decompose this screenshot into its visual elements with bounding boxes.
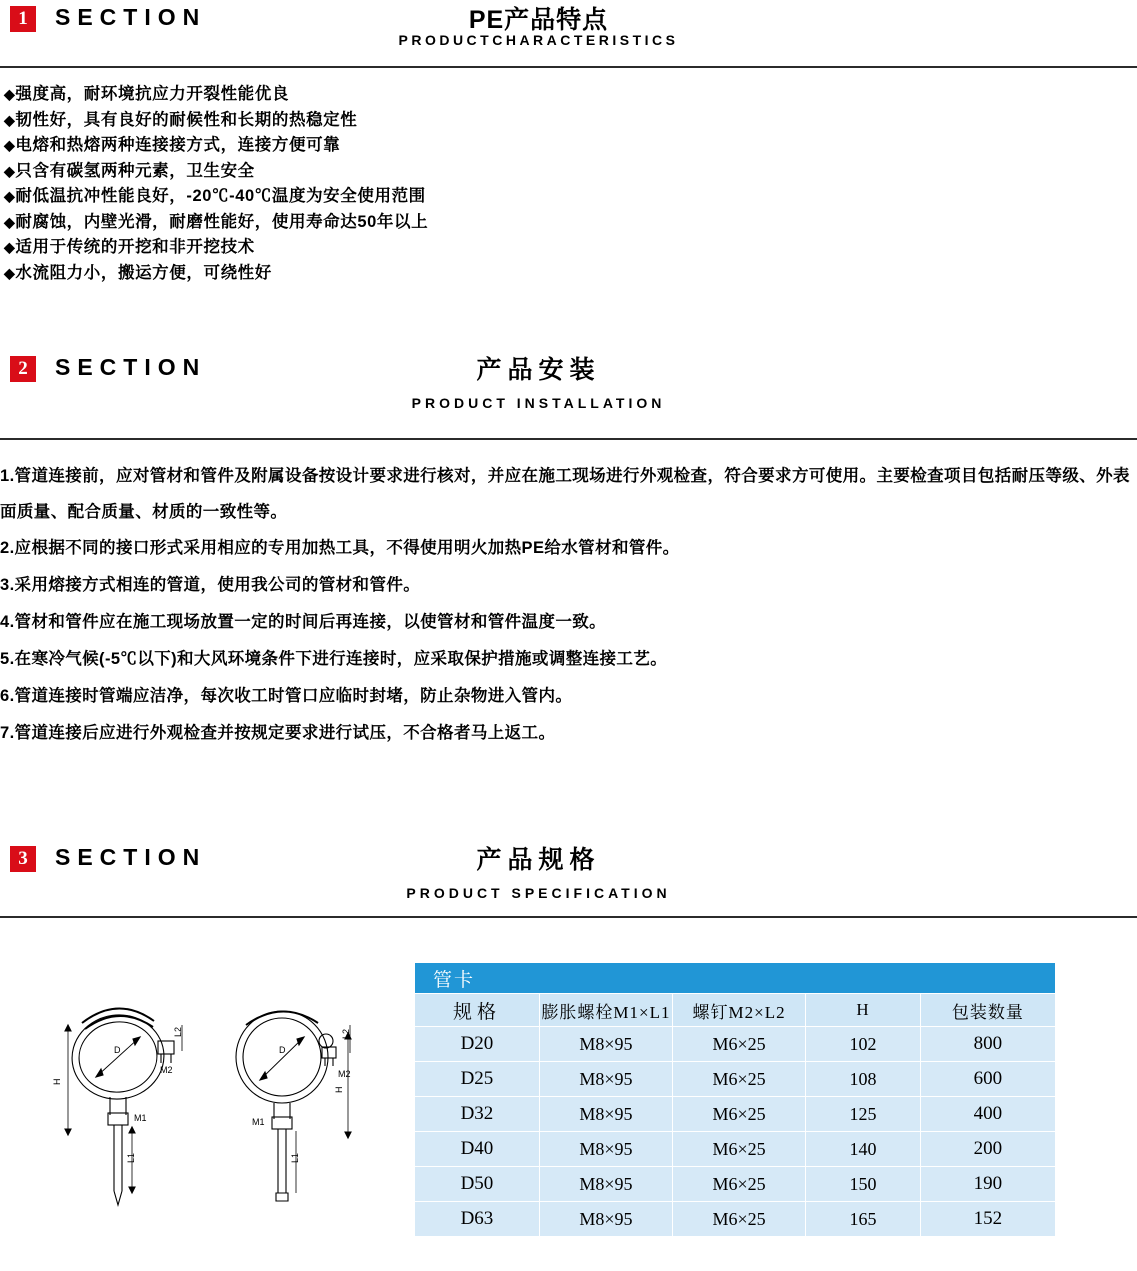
table-row	[415, 1062, 1056, 1097]
section-divider-3	[0, 916, 1137, 918]
cell-h: 150	[806, 1167, 921, 1202]
cell-screw: M6×25	[673, 1062, 806, 1097]
list-item	[4, 82, 428, 108]
cell-spec: D25	[415, 1062, 540, 1097]
installation-step: 1.管道连接前，应对管材和管件及附属设备按设计要求进行核对，并应在施工现场进行外观检查，符合要求方可使用。主要检查项目包括耐压等级、外表面质量、配合质量、材质的一致性等。	[0, 467, 1130, 521]
cell-screw: M6×25	[673, 1097, 806, 1132]
cell-bolt: M8×95	[539, 1027, 672, 1062]
feature-text: 耐腐蚀，内壁光滑，耐磨性能好，使用寿命达50年以上	[15, 212, 429, 231]
diamond-bullet-icon: ◆	[4, 137, 16, 153]
diamond-bullet-icon: ◆	[4, 111, 16, 128]
installation-step: 3.采用熔接方式相连的管道，使用我公司的管材和管件。	[0, 576, 421, 594]
table-row	[415, 1202, 1056, 1237]
cell-screw: M6×25	[673, 1202, 806, 1237]
section-word-1: SECTION	[55, 4, 207, 30]
table-row	[415, 1132, 1056, 1167]
pipe-clamp-technical-drawing	[30, 985, 400, 1245]
list-item	[4, 261, 428, 287]
section-product-characteristics	[0, 0, 1137, 282]
section-badge-2: 2	[10, 356, 36, 382]
table-row	[415, 1167, 1056, 1202]
section-title-cn-1: PE产品特点	[468, 6, 609, 34]
section-word-2: SECTION	[55, 354, 207, 380]
feature-text: 强度高，耐环境抗应力开裂性能优良	[15, 85, 289, 103]
section-badge-1: 1	[10, 6, 36, 32]
table-header-row	[415, 994, 1056, 1027]
table-row	[415, 1027, 1056, 1062]
drawing-label-l1: L1	[126, 1152, 136, 1163]
section-header	[0, 348, 1137, 411]
cell-bolt: M8×95	[539, 1132, 672, 1167]
cell-bolt: M8×95	[539, 1097, 672, 1132]
list-item	[4, 108, 428, 134]
feature-list	[4, 82, 428, 286]
diamond-bullet-icon: ◆	[4, 264, 16, 281]
drawing-label-m1: M1	[134, 1113, 147, 1123]
section-header	[0, 838, 1137, 901]
section-header	[0, 0, 1137, 58]
drawing-label-l2-2: L2	[341, 1028, 351, 1039]
diamond-bullet-icon: ◆	[4, 188, 16, 204]
drawing-label-m2-2: M2	[338, 1069, 351, 1079]
cell-spec: D50	[415, 1167, 540, 1202]
feature-text: 只含有碳氢两种元素，卫生安全	[15, 161, 255, 180]
installation-step: 5.在寒冷气候(-5℃以下)和大风环境条件下进行连接时，应采取保护措施或调整连接工艺。	[0, 650, 668, 668]
section-word-3: SECTION	[55, 844, 207, 870]
column-header-spec: 规格	[415, 994, 540, 1027]
drawing-label-l2: L2	[173, 1026, 183, 1037]
section-title-cn-2: 产品安装	[476, 356, 601, 384]
diamond-bullet-icon: ◆	[4, 162, 16, 179]
drawing-label-h: H	[52, 1078, 62, 1085]
cell-h: 140	[806, 1132, 921, 1167]
diamond-bullet-icon: ◆	[4, 86, 16, 102]
section-title-en-3: PRODUCT SPECIFICATION	[406, 885, 671, 901]
installation-step: 7.管道连接后应进行外观检查并按规定要求进行试压，不合格者马上返工。	[0, 724, 556, 742]
installation-step: 2.应根据不同的接口形式采用相应的专用加热工具，不得使用明火加热PE给水管材和管件。	[0, 539, 680, 557]
cell-qty: 600	[920, 1062, 1055, 1097]
cell-qty: 200	[920, 1132, 1055, 1167]
feature-text: 电熔和热熔两种连接接方式，连接方便可靠	[15, 136, 341, 154]
feature-text: 耐低温抗冲性能良好，-20℃-40℃温度为安全使用范围	[15, 187, 426, 205]
drawing-label-d: D	[114, 1045, 121, 1055]
section-title-en-2: PRODUCT INSTALLATION	[411, 395, 666, 411]
section-divider-1	[0, 66, 1137, 68]
drawing-label-m1-2: M1	[252, 1117, 265, 1127]
cell-spec: D40	[415, 1132, 540, 1167]
section-badge-3: 3	[10, 846, 36, 872]
table-row	[415, 1097, 1056, 1132]
installation-list	[0, 458, 1130, 752]
cell-qty: 190	[920, 1167, 1055, 1202]
list-item	[4, 235, 428, 261]
section-divider-2	[0, 438, 1137, 440]
cell-h: 108	[806, 1062, 921, 1097]
cell-h: 102	[806, 1027, 921, 1062]
section-product-specification	[0, 838, 1137, 901]
cell-bolt: M8×95	[539, 1202, 672, 1237]
installation-step: 4.管材和管件应在施工现场放置一定的时间后再连接，以使管材和管件温度一致。	[0, 613, 607, 631]
specification-table	[414, 962, 1056, 1237]
cell-spec: D63	[415, 1202, 540, 1237]
feature-text: 适用于传统的开挖和非开挖技术	[15, 238, 255, 256]
section-title-cn-3: 产品规格	[476, 846, 601, 874]
installation-step: 6.管道连接时管端应洁净，每次收工时管口应临时封堵，防止杂物进入管内。	[0, 687, 573, 705]
cell-screw: M6×25	[673, 1132, 806, 1167]
table-title-row	[415, 963, 1056, 994]
cell-spec: D32	[415, 1097, 540, 1132]
cell-bolt: M8×95	[539, 1062, 672, 1097]
list-item	[4, 184, 428, 210]
feature-text: 水流阻力小，搬运方便，可绕性好	[15, 263, 272, 282]
cell-h: 165	[806, 1202, 921, 1237]
section-product-installation	[0, 348, 1137, 742]
diamond-bullet-icon: ◆	[4, 239, 16, 255]
cell-bolt: M8×95	[539, 1167, 672, 1202]
cell-screw: M6×25	[673, 1167, 806, 1202]
cell-h: 125	[806, 1097, 921, 1132]
drawing-label-d-2: D	[279, 1045, 286, 1055]
cell-qty: 800	[920, 1027, 1055, 1062]
column-header-expansion-bolt: 膨胀螺栓M1×L1	[539, 994, 672, 1027]
cell-qty: 400	[920, 1097, 1055, 1132]
column-header-screw: 螺钉M2×L2	[673, 994, 806, 1027]
column-header-package-qty: 包装数量	[920, 994, 1055, 1027]
drawing-label-m2: M2	[160, 1065, 173, 1075]
list-item	[4, 159, 428, 185]
diamond-bullet-icon: ◆	[4, 213, 16, 230]
column-header-h: H	[806, 994, 921, 1027]
drawing-label-l1-2: L1	[290, 1152, 300, 1163]
table-title: 管卡	[415, 963, 1056, 994]
cell-screw: M6×25	[673, 1027, 806, 1062]
section-title-en-1: PRODUCTCHARACTERISTICS	[398, 32, 679, 48]
list-item	[4, 210, 428, 236]
cell-qty: 152	[920, 1202, 1055, 1237]
list-item	[4, 133, 428, 159]
drawing-label-h-2: H	[334, 1086, 344, 1093]
cell-spec: D20	[415, 1027, 540, 1062]
feature-text: 韧性好，具有良好的耐候性和长期的热稳定性	[15, 110, 358, 129]
